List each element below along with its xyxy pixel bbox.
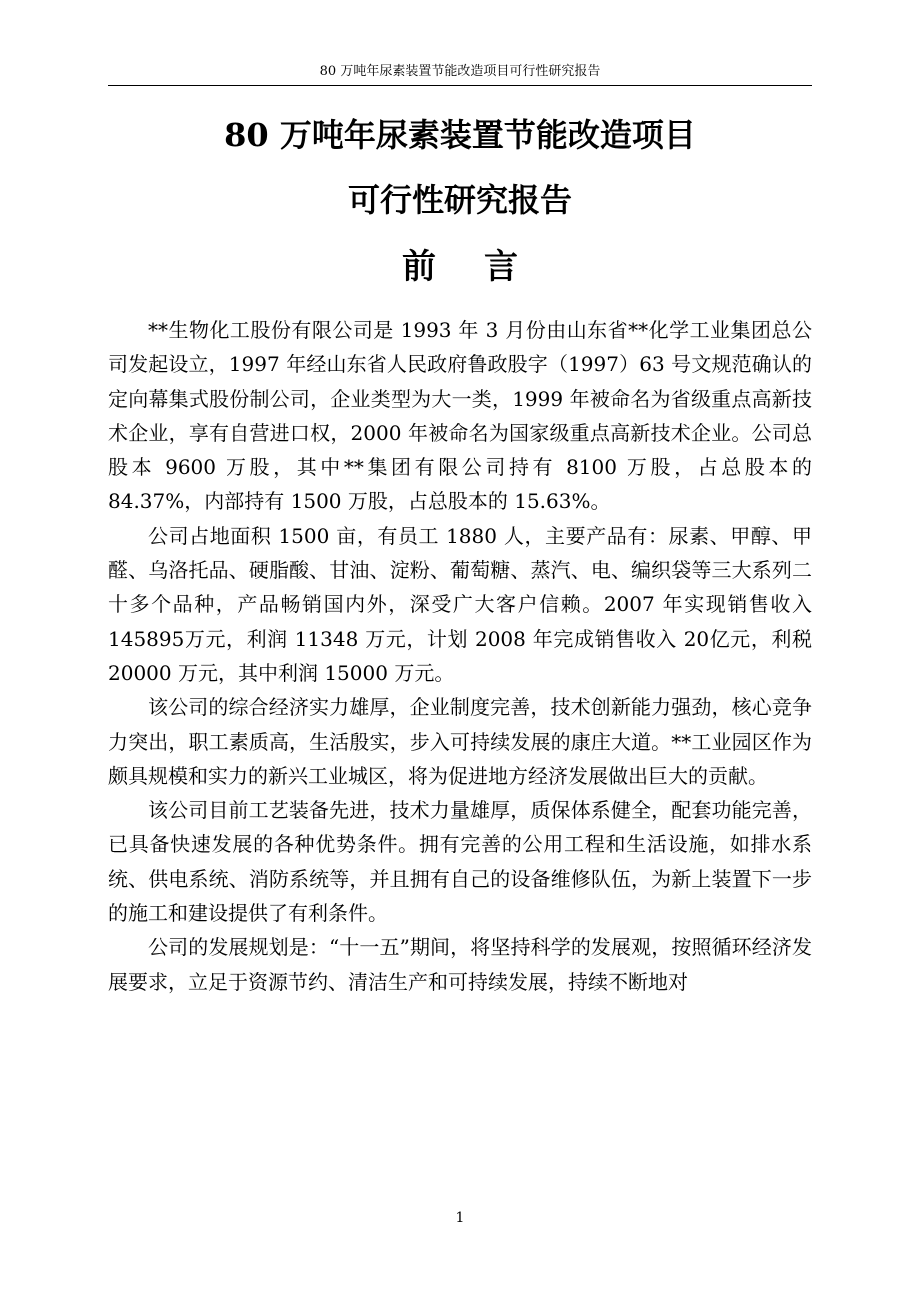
paragraph-2: 公司占地面积 1500 亩，有员工 1880 人，主要产品有：尿素、甲醇、甲醛、乌洛托品、硬脂酸、甘油、淀粉、葡萄糖、蒸汽、电、编织袋等三大系列二十多个品种，产品畅销国内外，深受广大客户信赖。2007 年实现销售收入 145895万元，利润 11348 万元，计划 2008 年完成销售收入 20亿元，利税 20000 万元，其中利润 15000 万元。	[108, 523, 812, 685]
paragraph-1: **生物化工股份有限公司是 1993 年 3 月份由山东省**化学工业集团总公司发起设立，1997 年经山东省人民政府鲁政股字（1997）63 号文规范确认的定向幕集式股份制公司，企业类型为大一类，1999 年被命名为省级重点高新技术企业，享有自营进口权，2000 年被命名为国家级重点高新技术企业。公司总股本 9600 万股，其中**集团有限公司持有 8100 万股，占总股本的 84.37%，内部持有 1500 万股，占总股本的 15.63%。	[108, 318, 812, 514]
header-divider	[108, 85, 812, 86]
paragraph-4: 该公司目前工艺装备先进，技术力量雄厚，质保体系健全，配套功能完善，已具备快速发展的各种优势条件。拥有完善的公用工程和生活设施，如排水系统、供电系统、消防系统等，并且拥有自己的设备维修队伍，为新上装置下一步的施工和建设提供了有利条件。	[108, 798, 812, 926]
paragraph-5: 公司的发展规划是：“十一五”期间，将坚持科学的发展观，按照循环经济发展要求，立足于资源节约、清洁生产和可持续发展，持续不断地对	[108, 935, 812, 994]
running-header: 80 万吨年尿素装置节能改造项目可行性研究报告	[319, 64, 601, 79]
paragraph-3: 该公司的综合经济实力雄厚，企业制度完善，技术创新能力强劲，核心竞争力突出，职工素质高，生活殷实，步入可持续发展的康庄大道。**工业园区作为颇具规模和实力的新兴工业城区，将为促进地方经济发展做出巨大的贡献。	[108, 695, 812, 788]
document-title-line1: 80 万吨年尿素装置节能改造项目	[224, 116, 696, 154]
page-number: 1	[455, 1210, 465, 1226]
document-body	[108, 313, 812, 999]
document-title-line2: 可行性研究报告	[347, 181, 572, 219]
section-heading: 前言	[402, 247, 566, 287]
